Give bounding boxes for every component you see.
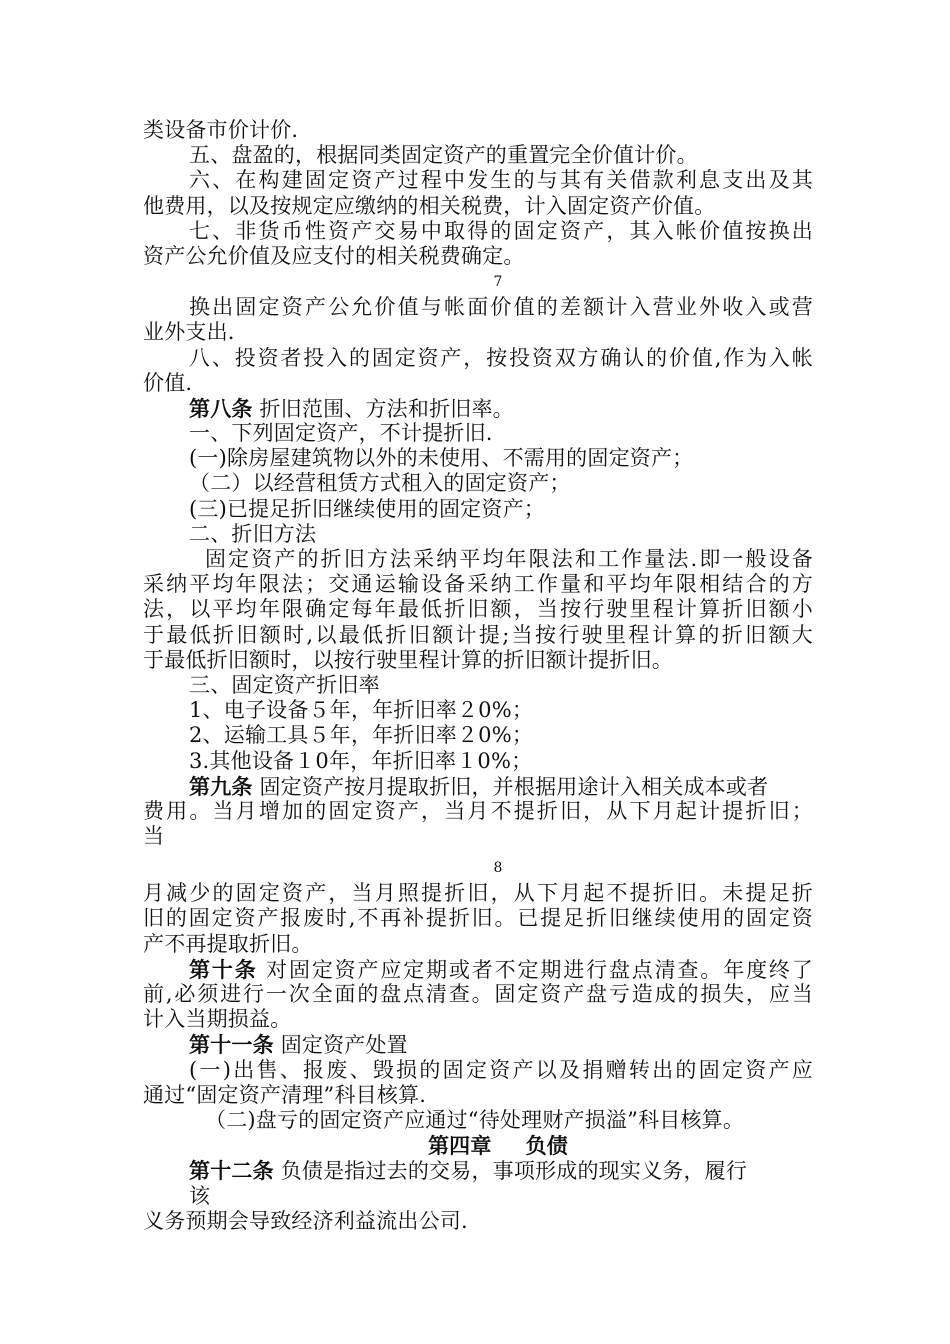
text-line: 六、在构建固定资产过程中发生的与其有关借款利息支出及其 <box>189 168 813 193</box>
text-line: 该 <box>189 1183 211 1208</box>
text-line: 法，以平均年限确定每年最低折旧额，当按行驶里程计算折旧额小 <box>143 597 813 622</box>
document-page <box>143 118 813 1234</box>
article-heading <box>143 1158 813 1183</box>
text-line: 业外支出. <box>143 320 235 345</box>
text-line: 一、下列固定资产，不计提折旧. <box>189 421 493 446</box>
text-line: 采纳平均年限法；交通运输设备采纳工作量和平均年限相结合的方 <box>143 572 813 597</box>
text-line: 八、投资者投入的固定资产，按投资双方确认的价值,作为入帐 <box>189 345 813 370</box>
article-text: 负债是指过去的交易，事项形成的现实义务，履行 <box>273 1159 748 1184</box>
article-heading <box>143 957 813 982</box>
article-number: 第九条 <box>189 773 253 799</box>
text-line: 于最低折旧额时,以最低折旧额计提;当按行驶里程计算的折旧额大 <box>143 622 813 647</box>
text-line: 二、折旧方法 <box>189 521 317 546</box>
text-line: （二）以经营租赁方式租入的固定资产； <box>189 471 571 496</box>
chapter-heading <box>143 1133 813 1158</box>
chapter-title: 负债 <box>525 1133 568 1159</box>
text-line: 当 <box>143 824 165 849</box>
article-heading <box>143 396 813 421</box>
text-line: (一)出售、报废、毁损的固定资产以及捐赠转出的固定资产应 <box>189 1057 813 1082</box>
chapter-number: 第四章 <box>427 1133 492 1159</box>
text-line: 通过“固定资产清理”科目核算. <box>143 1082 427 1107</box>
text-line: 旧的固定资产报废时,不再补提折旧。已提足折旧继续使用的固定资 <box>143 906 813 931</box>
article-heading <box>143 1032 813 1057</box>
text-line: 费用。当月增加的固定资产，当月不提折旧，从下月起计提折旧； <box>143 798 813 823</box>
text-line: 月减少的固定资产，当月照提折旧，从下月起不提折旧。未提足折 <box>143 881 813 906</box>
text-line: 1、电子设备５年，年折旧率２0%； <box>189 698 534 723</box>
text-line: 价值. <box>143 370 193 395</box>
article-heading <box>143 774 813 799</box>
article-number: 第八条 <box>189 395 253 421</box>
article-text: 对固定资产应定期或者不定期进行盘点清查。年度终了 <box>257 957 813 982</box>
article-number: 第十条 <box>189 956 258 982</box>
page-number: 7 <box>493 274 503 291</box>
article-title: 固定资产处置 <box>273 1033 408 1058</box>
text-line: 于最低折旧额时，以按行驶里程计算的折旧额计提折旧。 <box>143 647 673 672</box>
page-number: 8 <box>493 860 503 877</box>
text-line: (三)已提足折旧继续使用的固定资产； <box>189 496 545 521</box>
text-line: (一)除房屋建筑物以外的未使用、不需用的固定资产； <box>189 446 694 471</box>
article-number: 第十二条 <box>189 1158 274 1184</box>
article-text: 固定资产按月提取折旧，并根据用途计入相关成本或者 <box>252 774 769 799</box>
text-line: 三、固定资产折旧率 <box>189 672 380 697</box>
text-line: （二)盘亏的固定资产应通过“待处理财产损溢”科目核算。 <box>205 1107 745 1132</box>
article-title: 折旧范围、方法和折旧率。 <box>252 396 514 421</box>
text-line: 3.其他设备１0年，年折旧率１0%； <box>189 748 533 773</box>
text-line: 产不再提取折旧。 <box>143 931 313 956</box>
text-line: 固定资产的折旧方法采纳平均年限法和工作量法.即一般设备 <box>205 547 813 571</box>
text-line: 计入当期损益。 <box>143 1007 292 1032</box>
text-line: 2、运输工具５年，年折旧率２0%； <box>189 723 534 748</box>
text-line: 他费用，以及按规定应缴纳的相关税费，计入固定资产价值。 <box>143 193 716 218</box>
text-line: 前,必须进行一次全面的盘点清查。固定资产盘亏造成的损失，应当 <box>143 982 813 1006</box>
text-line: 七、非货币性资产交易中取得的固定资产，其入帐价值按换出 <box>189 218 813 243</box>
text-line: 类设备市价计价. <box>143 118 299 142</box>
text-line: 换出固定资产公允价值与帐面价值的差额计入营业外收入或营 <box>189 295 813 320</box>
article-number: 第十一条 <box>189 1032 274 1058</box>
text-line: 五、盘盈的，根据同类固定资产的重置完全价值计价。 <box>189 143 698 168</box>
text-line: 义务预期会导致经济利益流出公司. <box>143 1208 468 1233</box>
text-line: 资产公允价值及应支付的相关税费确定。 <box>143 243 525 268</box>
